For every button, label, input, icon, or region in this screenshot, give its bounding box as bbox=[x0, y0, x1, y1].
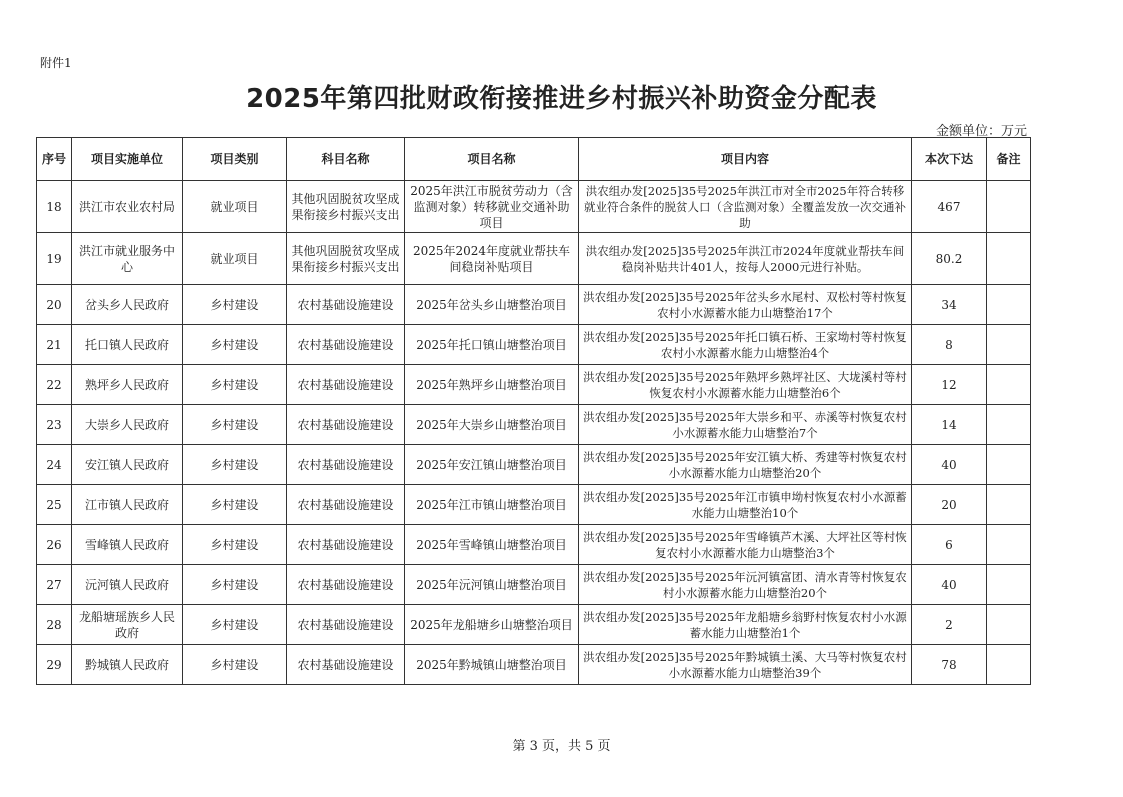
cell-amount: 34 bbox=[912, 285, 987, 325]
allocation-table bbox=[36, 137, 1031, 685]
cell-remark bbox=[987, 233, 1031, 285]
cell-amount: 2 bbox=[912, 605, 987, 645]
page-footer: 第 3 页，共 5 页 bbox=[512, 739, 611, 754]
cell-name: 2025年熟坪乡山塘整治项目 bbox=[405, 365, 579, 405]
header-seq: 序号 bbox=[37, 138, 72, 181]
cell-name: 2025年雪峰镇山塘整治项目 bbox=[405, 525, 579, 565]
cell-name: 2025年大崇乡山塘整治项目 bbox=[405, 405, 579, 445]
cell-content: 洪农组办发[2025]35号2025年岔头乡水尾村、双松村等村恢复农村小水源蓄水能力山塘整治17个 bbox=[579, 285, 912, 325]
amount-unit: 金额单位：万元 bbox=[935, 124, 1027, 139]
cell-category: 乡村建设 bbox=[183, 485, 287, 525]
cell-content: 洪农组办发[2025]35号2025年大崇乡和平、赤溪等村恢复农村小水源蓄水能力山塘整治7个 bbox=[579, 405, 912, 445]
cell-content: 洪农组办发[2025]35号2025年安江镇大桥、秀建等村恢复农村小水源蓄水能力山塘整治20个 bbox=[579, 445, 912, 485]
header-amount: 本次下达 bbox=[912, 138, 987, 181]
cell-subject: 农村基础设施建设 bbox=[287, 645, 405, 685]
cell-subject: 农村基础设施建设 bbox=[287, 325, 405, 365]
cell-seq: 21 bbox=[37, 325, 72, 365]
cell-category: 乡村建设 bbox=[183, 565, 287, 605]
cell-seq: 28 bbox=[37, 605, 72, 645]
cell-subject: 农村基础设施建设 bbox=[287, 565, 405, 605]
cell-remark bbox=[987, 605, 1031, 645]
cell-remark bbox=[987, 325, 1031, 365]
cell-name: 2025年洪江市脱贫劳动力（含监测对象）转移就业交通补助项目 bbox=[405, 181, 579, 233]
cell-name: 2025年龙船塘乡山塘整治项目 bbox=[405, 605, 579, 645]
cell-unit: 安江镇人民政府 bbox=[72, 445, 183, 485]
cell-content: 洪农组办发[2025]35号2025年沅河镇富团、清水青等村恢复农村小水源蓄水能力山塘整治20个 bbox=[579, 565, 912, 605]
cell-content: 洪农组办发[2025]35号2025年托口镇石桥、王家坳村等村恢复农村小水源蓄水能力山塘整治4个 bbox=[579, 325, 912, 365]
cell-remark bbox=[987, 645, 1031, 685]
cell-name: 2025年2024年度就业帮扶车间稳岗补贴项目 bbox=[405, 233, 579, 285]
cell-name: 2025年安江镇山塘整治项目 bbox=[405, 445, 579, 485]
cell-name: 2025年江市镇山塘整治项目 bbox=[405, 485, 579, 525]
cell-content: 洪农组办发[2025]35号2025年龙船塘乡翁野村恢复农村小水源蓄水能力山塘整治1个 bbox=[579, 605, 912, 645]
cell-remark bbox=[987, 285, 1031, 325]
cell-content: 洪农组办发[2025]35号2025年洪江市2024年度就业帮扶车间稳岗补贴共计401人，按每人2000元进行补贴。 bbox=[579, 233, 912, 285]
cell-amount: 12 bbox=[912, 365, 987, 405]
cell-subject: 农村基础设施建设 bbox=[287, 525, 405, 565]
cell-unit: 熟坪乡人民政府 bbox=[72, 365, 183, 405]
table-row bbox=[37, 365, 1031, 405]
cell-amount: 8 bbox=[912, 325, 987, 365]
cell-remark bbox=[987, 485, 1031, 525]
cell-subject: 其他巩固脱贫攻坚成果衔接乡村振兴支出 bbox=[287, 181, 405, 233]
table-row bbox=[37, 233, 1031, 285]
cell-category: 乡村建设 bbox=[183, 445, 287, 485]
cell-subject: 其他巩固脱贫攻坚成果衔接乡村振兴支出 bbox=[287, 233, 405, 285]
cell-unit: 沅河镇人民政府 bbox=[72, 565, 183, 605]
cell-subject: 农村基础设施建设 bbox=[287, 405, 405, 445]
cell-seq: 27 bbox=[37, 565, 72, 605]
cell-amount: 467 bbox=[912, 181, 987, 233]
cell-seq: 23 bbox=[37, 405, 72, 445]
header-category: 项目类别 bbox=[183, 138, 287, 181]
header-name: 项目名称 bbox=[405, 138, 579, 181]
cell-unit: 黔城镇人民政府 bbox=[72, 645, 183, 685]
cell-unit: 洪江市就业服务中心 bbox=[72, 233, 183, 285]
cell-content: 洪农组办发[2025]35号2025年江市镇申坳村恢复农村小水源蓄水能力山塘整治10个 bbox=[579, 485, 912, 525]
cell-remark bbox=[987, 525, 1031, 565]
cell-category: 就业项目 bbox=[183, 181, 287, 233]
cell-seq: 20 bbox=[37, 285, 72, 325]
cell-subject: 农村基础设施建设 bbox=[287, 445, 405, 485]
cell-seq: 24 bbox=[37, 445, 72, 485]
cell-seq: 19 bbox=[37, 233, 72, 285]
header-subject: 科目名称 bbox=[287, 138, 405, 181]
cell-unit: 洪江市农业农村局 bbox=[72, 181, 183, 233]
table-row bbox=[37, 565, 1031, 605]
cell-subject: 农村基础设施建设 bbox=[287, 605, 405, 645]
cell-content: 洪农组办发[2025]35号2025年雪峰镇芦木溪、大坪社区等村恢复农村小水源蓄水能力山塘整治3个 bbox=[579, 525, 912, 565]
cell-unit: 江市镇人民政府 bbox=[72, 485, 183, 525]
cell-remark bbox=[987, 445, 1031, 485]
cell-remark bbox=[987, 365, 1031, 405]
cell-category: 乡村建设 bbox=[183, 325, 287, 365]
cell-amount: 6 bbox=[912, 525, 987, 565]
header-content: 项目内容 bbox=[579, 138, 912, 181]
cell-amount: 78 bbox=[912, 645, 987, 685]
cell-category: 乡村建设 bbox=[183, 605, 287, 645]
cell-subject: 农村基础设施建设 bbox=[287, 285, 405, 325]
cell-remark bbox=[987, 405, 1031, 445]
table-row bbox=[37, 445, 1031, 485]
cell-category: 乡村建设 bbox=[183, 405, 287, 445]
cell-name: 2025年黔城镇山塘整治项目 bbox=[405, 645, 579, 685]
table-row bbox=[37, 285, 1031, 325]
table-row bbox=[37, 525, 1031, 565]
cell-content: 洪农组办发[2025]35号2025年洪江市对全市2025年符合转移就业符合条件的脱贫人口（含监测对象）全覆盖发放一次交通补助 bbox=[579, 181, 912, 233]
cell-unit: 托口镇人民政府 bbox=[72, 325, 183, 365]
cell-remark bbox=[987, 565, 1031, 605]
cell-category: 乡村建设 bbox=[183, 285, 287, 325]
cell-seq: 26 bbox=[37, 525, 72, 565]
header-unit: 项目实施单位 bbox=[72, 138, 183, 181]
cell-category: 乡村建设 bbox=[183, 365, 287, 405]
cell-category: 就业项目 bbox=[183, 233, 287, 285]
cell-remark bbox=[987, 181, 1031, 233]
cell-unit: 岔头乡人民政府 bbox=[72, 285, 183, 325]
page-title: 2025年第四批财政衔接推进乡村振兴补助资金分配表 bbox=[246, 84, 877, 114]
cell-amount: 40 bbox=[912, 445, 987, 485]
table-row bbox=[37, 181, 1031, 233]
cell-category: 乡村建设 bbox=[183, 525, 287, 565]
cell-subject: 农村基础设施建设 bbox=[287, 485, 405, 525]
cell-subject: 农村基础设施建设 bbox=[287, 365, 405, 405]
cell-seq: 18 bbox=[37, 181, 72, 233]
table-header-row bbox=[37, 138, 1031, 181]
cell-amount: 20 bbox=[912, 485, 987, 525]
table-row bbox=[37, 485, 1031, 525]
cell-unit: 雪峰镇人民政府 bbox=[72, 525, 183, 565]
cell-seq: 22 bbox=[37, 365, 72, 405]
table-row bbox=[37, 325, 1031, 365]
cell-amount: 40 bbox=[912, 565, 987, 605]
table-row bbox=[37, 605, 1031, 645]
cell-amount: 14 bbox=[912, 405, 987, 445]
table-row bbox=[37, 645, 1031, 685]
cell-amount: 80.2 bbox=[912, 233, 987, 285]
cell-category: 乡村建设 bbox=[183, 645, 287, 685]
header-remark: 备注 bbox=[987, 138, 1031, 181]
table-row bbox=[37, 405, 1031, 445]
cell-seq: 25 bbox=[37, 485, 72, 525]
cell-name: 2025年沅河镇山塘整治项目 bbox=[405, 565, 579, 605]
cell-seq: 29 bbox=[37, 645, 72, 685]
annex-label: 附件1 bbox=[40, 56, 72, 70]
cell-name: 2025年岔头乡山塘整治项目 bbox=[405, 285, 579, 325]
cell-unit: 龙船塘瑶族乡人民政府 bbox=[72, 605, 183, 645]
cell-name: 2025年托口镇山塘整治项目 bbox=[405, 325, 579, 365]
cell-content: 洪农组办发[2025]35号2025年黔城镇土溪、大马等村恢复农村小水源蓄水能力山塘整治39个 bbox=[579, 645, 912, 685]
cell-unit: 大崇乡人民政府 bbox=[72, 405, 183, 445]
cell-content: 洪农组办发[2025]35号2025年熟坪乡熟坪社区、大垅溪村等村恢复农村小水源蓄水能力山塘整治6个 bbox=[579, 365, 912, 405]
